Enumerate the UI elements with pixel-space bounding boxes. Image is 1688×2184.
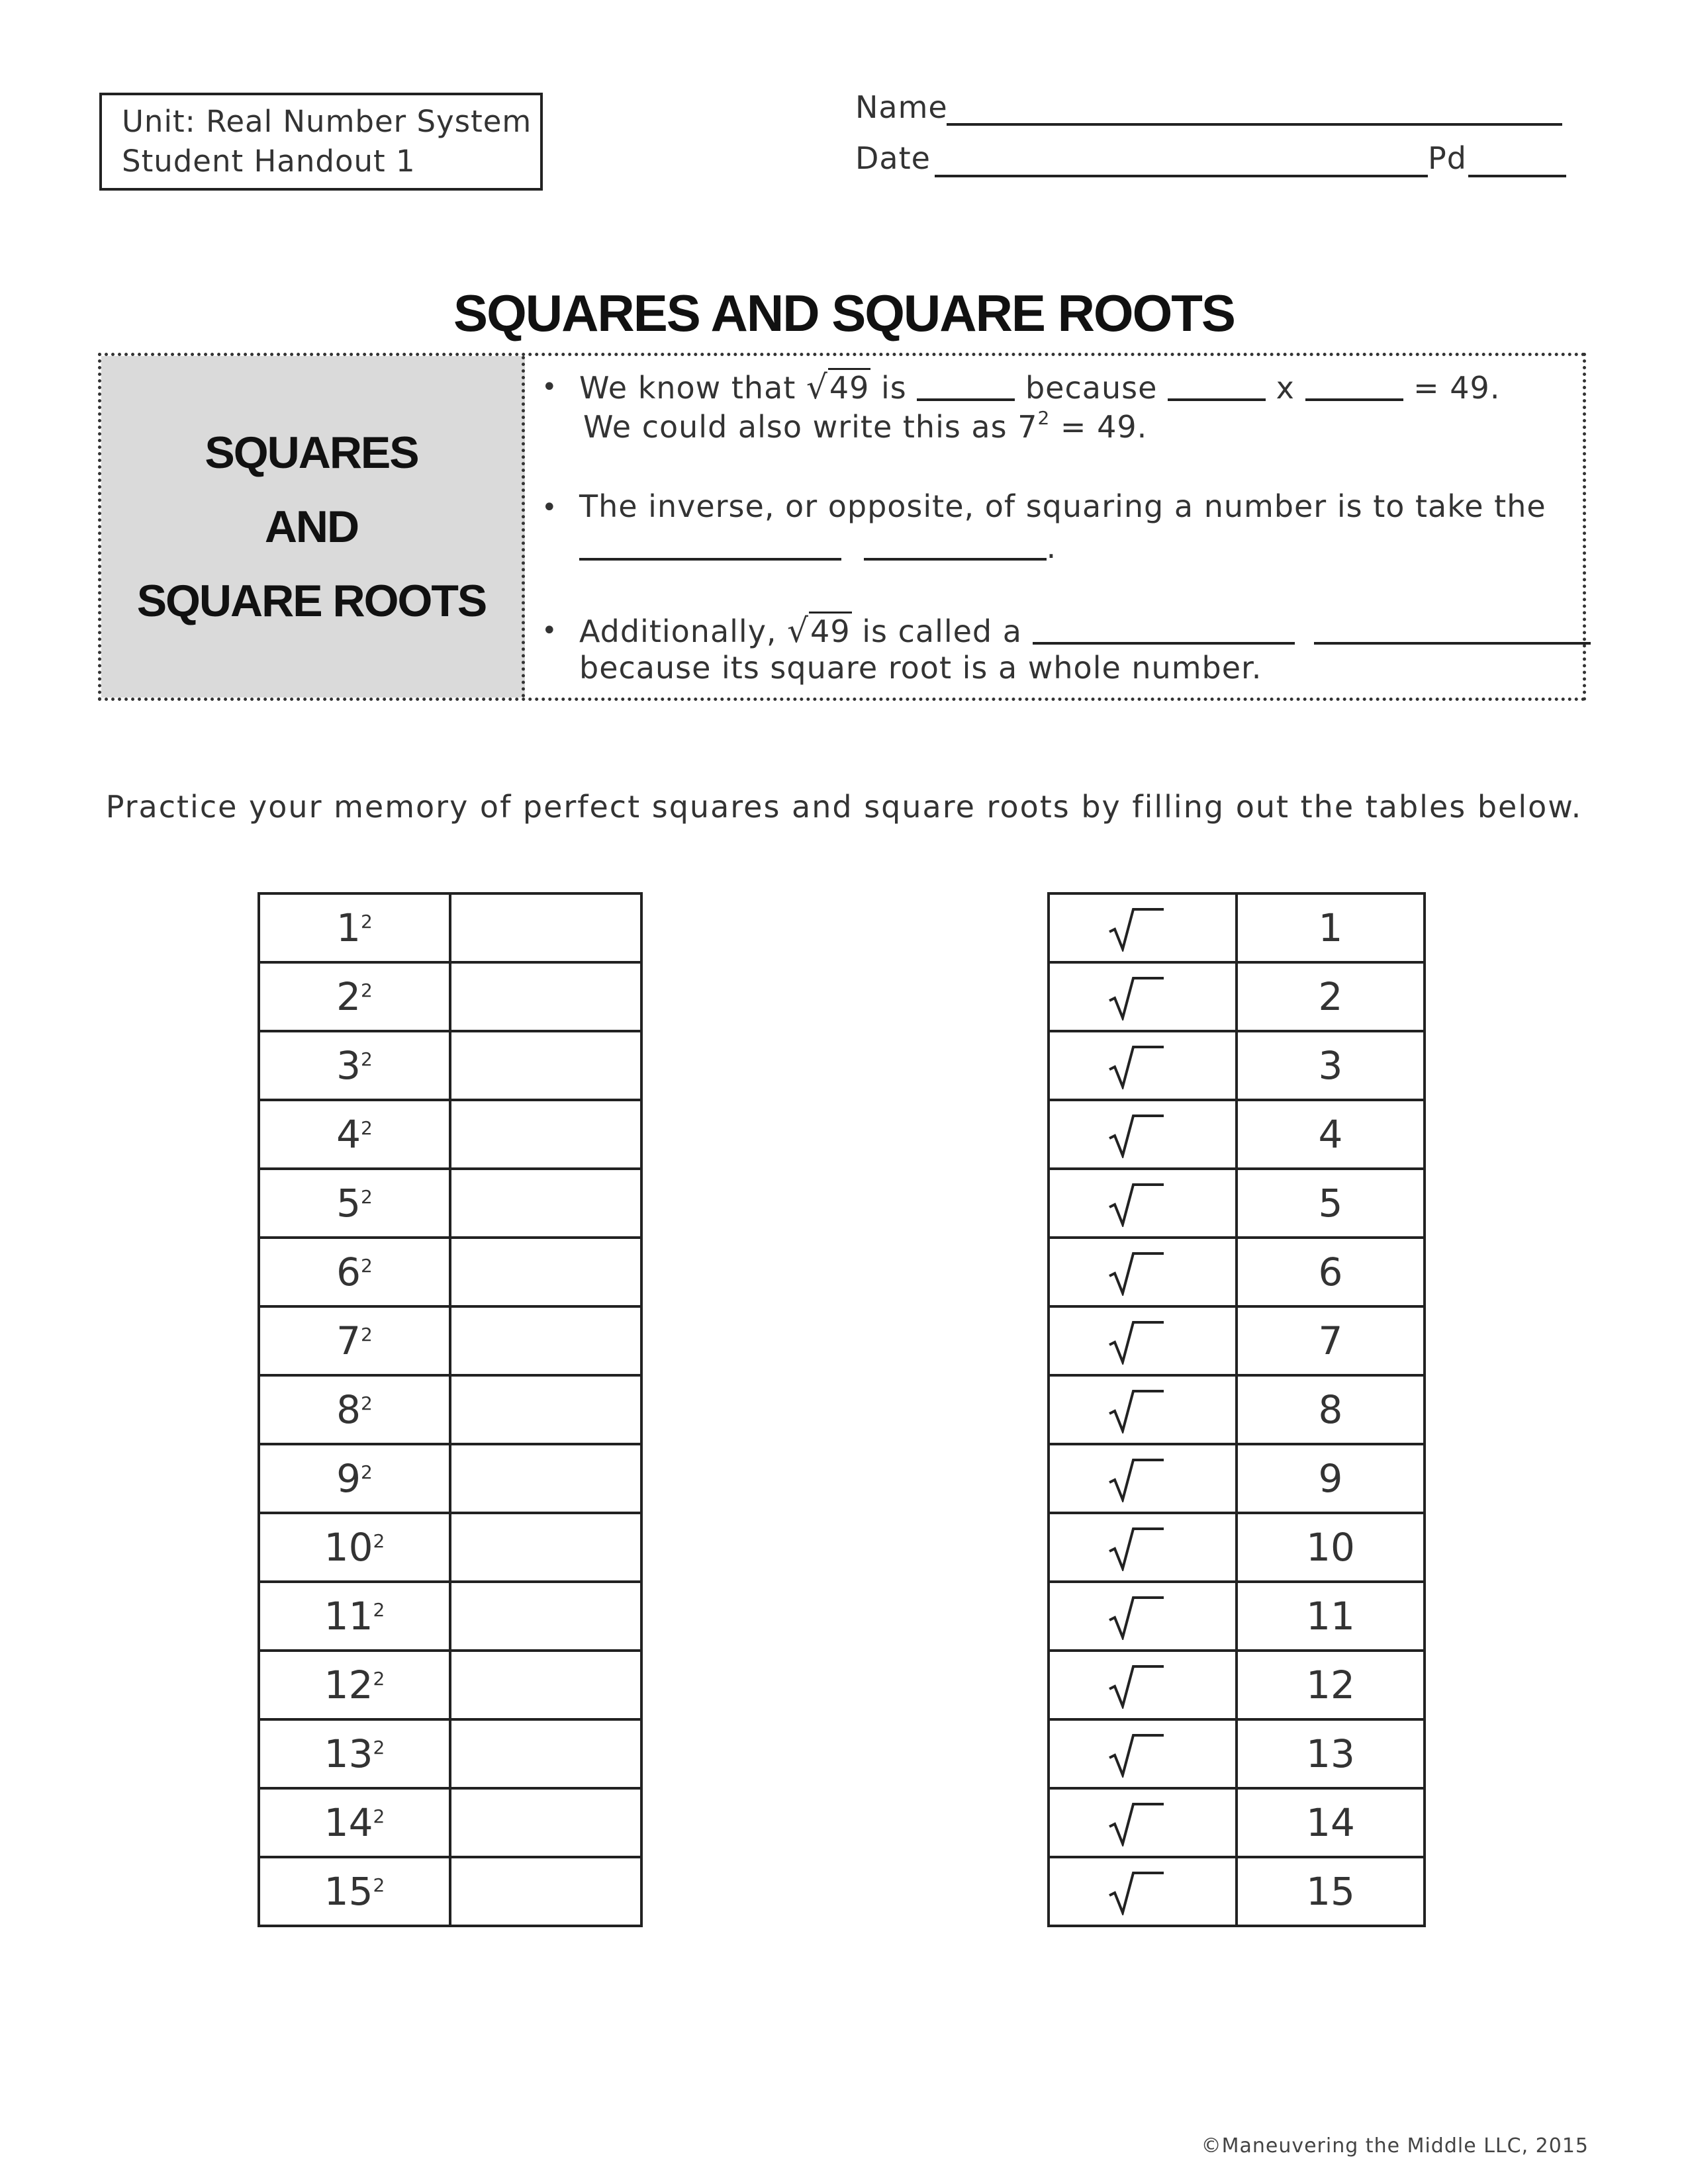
base-number: 15 [324,1869,373,1914]
answer-cell[interactable] [450,1444,641,1513]
base-number: 9 [336,1456,361,1501]
radical-icon [1108,1869,1168,1915]
table-row [1049,1513,1425,1582]
bullet-1-is: is [880,370,907,406]
radical-answer-cell[interactable] [1049,1513,1237,1582]
base-number: 6 [336,1250,361,1295]
bullet-1-also: We could also write this as 7 [583,409,1038,445]
date-label: Date [855,140,931,176]
root-value: 8 [1237,1375,1425,1444]
bullet-1-line-1 [579,368,1500,406]
root-value: 9 [1237,1444,1425,1513]
table-row [1049,1031,1425,1100]
exponent: 2 [361,1324,373,1345]
blank-factor-2[interactable] [1305,372,1403,401]
table-row [1049,893,1425,962]
table-row [259,1582,641,1651]
square-expression [259,1651,450,1719]
period-label: Pd [1428,140,1467,176]
blank-answer[interactable] [917,372,1015,401]
radical-icon [1108,1800,1168,1846]
concept-panel [101,356,525,698]
square-expression [259,1513,450,1582]
radical-icon [1108,1181,1168,1227]
root-value: 13 [1237,1719,1425,1788]
square-expression [259,1857,450,1926]
radical-answer-cell[interactable] [1049,1719,1237,1788]
radical-icon [1108,1318,1168,1365]
exponent: 2 [361,1255,373,1277]
radical-answer-cell[interactable] [1049,1375,1237,1444]
table-row [1049,1582,1425,1651]
answer-cell[interactable] [450,1169,641,1238]
radical-answer-cell[interactable] [1049,1788,1237,1857]
radical-icon [1108,1387,1168,1433]
exponent: 2 [361,1117,373,1139]
table-row [259,1788,641,1857]
root-value: 6 [1237,1238,1425,1306]
date-field[interactable] [935,175,1428,177]
bullet-1-also-end: = 49. [1050,409,1148,445]
table-row [259,1513,641,1582]
table-row [1049,962,1425,1031]
radical-answer-cell[interactable] [1049,1306,1237,1375]
square-expression [259,1306,450,1375]
exponent: 2 [361,911,373,933]
answer-cell[interactable] [450,1375,641,1444]
radical-answer-cell[interactable] [1049,1031,1237,1100]
answer-cell[interactable] [450,1582,641,1651]
bullet-2-line-1: The inverse, or opposite, of squaring a number is to take the [579,488,1546,524]
radical-icon [1108,1456,1168,1502]
table-row [259,1375,641,1444]
blank-term-2[interactable] [1314,615,1591,645]
bullet-1-because: because [1025,370,1158,406]
answer-cell[interactable] [450,1857,641,1926]
radical-icon [1108,1731,1168,1778]
square-expression [259,1169,450,1238]
square-expression [259,962,450,1031]
squares-table [258,892,643,1927]
root-value: 10 [1237,1513,1425,1582]
table-row [1049,1788,1425,1857]
sqrt-expression [787,612,851,650]
radical-icon [1108,1662,1168,1709]
table-row [1049,1306,1425,1375]
table-row [259,1238,641,1306]
blank-inverse-2[interactable] [864,531,1047,561]
radical-icon [1108,974,1168,1021]
exponent: 2 [373,1668,385,1690]
table-row [259,962,641,1031]
base-number: 4 [336,1112,361,1157]
exponent: 2 [373,1874,385,1896]
name-label: Name [855,89,948,125]
exponent: 2 [361,1392,373,1414]
radicand: 49 [809,612,852,649]
exponent: 2 [373,1805,385,1827]
base-number: 5 [336,1181,361,1226]
square-expression [259,1582,450,1651]
base-number: 12 [324,1662,373,1707]
bullet-3-line-1 [579,612,1591,650]
radical-icon [1108,905,1168,952]
answer-cell[interactable] [450,1306,641,1375]
answer-cell[interactable] [450,1100,641,1169]
radical-answer-cell[interactable] [1049,1444,1237,1513]
table-row [259,1651,641,1719]
root-value: 14 [1237,1788,1425,1857]
base-number: 11 [324,1594,373,1639]
base-number: 10 [324,1525,373,1570]
radical-answer-cell[interactable] [1049,962,1237,1031]
answer-cell[interactable] [450,1788,641,1857]
exponent: 2 [361,1048,373,1070]
blank-inverse-1[interactable] [579,531,841,561]
base-number: 7 [336,1318,361,1363]
square-expression [259,1031,450,1100]
table-row [1049,1444,1425,1513]
bullet-dot: • [541,372,557,402]
root-value: 4 [1237,1100,1425,1169]
root-value: 7 [1237,1306,1425,1375]
bullet-1-equals: = 49. [1413,370,1501,406]
table-row [259,1719,641,1788]
table-row [259,1306,641,1375]
exponent: 2 [361,1186,373,1208]
square-expression [259,1238,450,1306]
radical-answer-cell[interactable] [1049,1169,1237,1238]
radical-icon [1108,1250,1168,1296]
square-expression [259,893,450,962]
table-row [1049,1169,1425,1238]
answer-cell[interactable] [450,1238,641,1306]
concept-box [98,353,1586,701]
radical-answer-cell[interactable] [1049,1857,1237,1926]
radical-icon [1108,1594,1168,1640]
base-number: 3 [336,1043,361,1088]
sqrt-expression [806,368,870,406]
radical-answer-cell[interactable] [1049,1582,1237,1651]
square-expression [259,1444,450,1513]
table-row [1049,1375,1425,1444]
bullet-3-text: Additionally, [579,614,777,649]
bullet-dot: • [541,615,557,646]
square-expression [259,1100,450,1169]
panel-line-3: SQUARE ROOTS [136,576,487,626]
times-sign: x [1276,370,1295,406]
exponent: 2 [361,979,373,1001]
table-row [1049,1651,1425,1719]
table-row [259,1100,641,1169]
name-field[interactable] [947,123,1562,126]
bullet-1-line-2 [583,409,1147,445]
root-value: 11 [1237,1582,1425,1651]
table-row [259,1444,641,1513]
root-value: 12 [1237,1651,1425,1719]
answer-cell[interactable] [450,1651,641,1719]
exponent: 2 [373,1737,385,1758]
exponent: 2 [1037,407,1051,429]
radical-icon: √ [806,368,828,406]
base-number: 8 [336,1387,361,1432]
root-value: 1 [1237,893,1425,962]
table-row [1049,1100,1425,1169]
square-expression [259,1719,450,1788]
answer-cell[interactable] [450,1513,641,1582]
bullet-1-text: We know that [579,370,796,406]
exponent: 2 [361,1461,373,1483]
table-row [259,1031,641,1100]
blank-term-1[interactable] [1033,615,1295,645]
square-roots-table [1047,892,1426,1927]
root-value: 2 [1237,962,1425,1031]
blank-factor-1[interactable] [1168,372,1266,401]
panel-line-2: AND [264,502,359,552]
panel-line-1: SQUARES [205,428,418,478]
answer-cell[interactable] [450,893,641,962]
base-number: 2 [336,974,361,1019]
page-title: SQUARES AND SQUARE ROOTS [453,284,1235,342]
period-field[interactable] [1468,175,1566,177]
unit-label: Unit: Real Number System [122,104,532,139]
radical-answer-cell[interactable] [1049,893,1237,962]
bullet-3-line-2: because its square root is a whole number. [579,650,1262,686]
base-number: 1 [336,905,361,950]
unit-box [99,93,543,191]
answer-cell[interactable] [450,962,641,1031]
instruction-text: Practice your memory of perfect squares and square roots by filling out the tables below. [105,789,1583,825]
table-row [1049,1238,1425,1306]
bullet-dot: • [541,492,557,523]
radical-icon [1108,1043,1168,1089]
answer-cell[interactable] [450,1719,641,1788]
answer-cell[interactable] [450,1031,641,1100]
bullet-2-period: . [1046,529,1057,565]
root-value: 5 [1237,1169,1425,1238]
copyright: ©Maneuvering the Middle LLC, 2015 [1201,2134,1589,2158]
bullet-3-called: is called a [862,614,1022,649]
square-expression [259,1788,450,1857]
table-row [259,1857,641,1926]
table-row [1049,1857,1425,1926]
exponent: 2 [373,1599,385,1621]
base-number: 14 [324,1800,373,1845]
radical-answer-cell[interactable] [1049,1651,1237,1719]
radical-icon [1108,1112,1168,1158]
base-number: 13 [324,1731,373,1776]
radicand: 49 [828,368,871,406]
radical-answer-cell[interactable] [1049,1100,1237,1169]
table-row [259,1169,641,1238]
handout-label: Student Handout 1 [122,144,416,179]
bullet-2-line-2 [579,529,1056,565]
radical-answer-cell[interactable] [1049,1238,1237,1306]
radical-icon [1108,1525,1168,1571]
root-value: 15 [1237,1857,1425,1926]
table-row [259,893,641,962]
root-value: 3 [1237,1031,1425,1100]
table-row [1049,1719,1425,1788]
square-expression [259,1375,450,1444]
exponent: 2 [373,1530,385,1552]
radical-icon: √ [787,612,810,650]
